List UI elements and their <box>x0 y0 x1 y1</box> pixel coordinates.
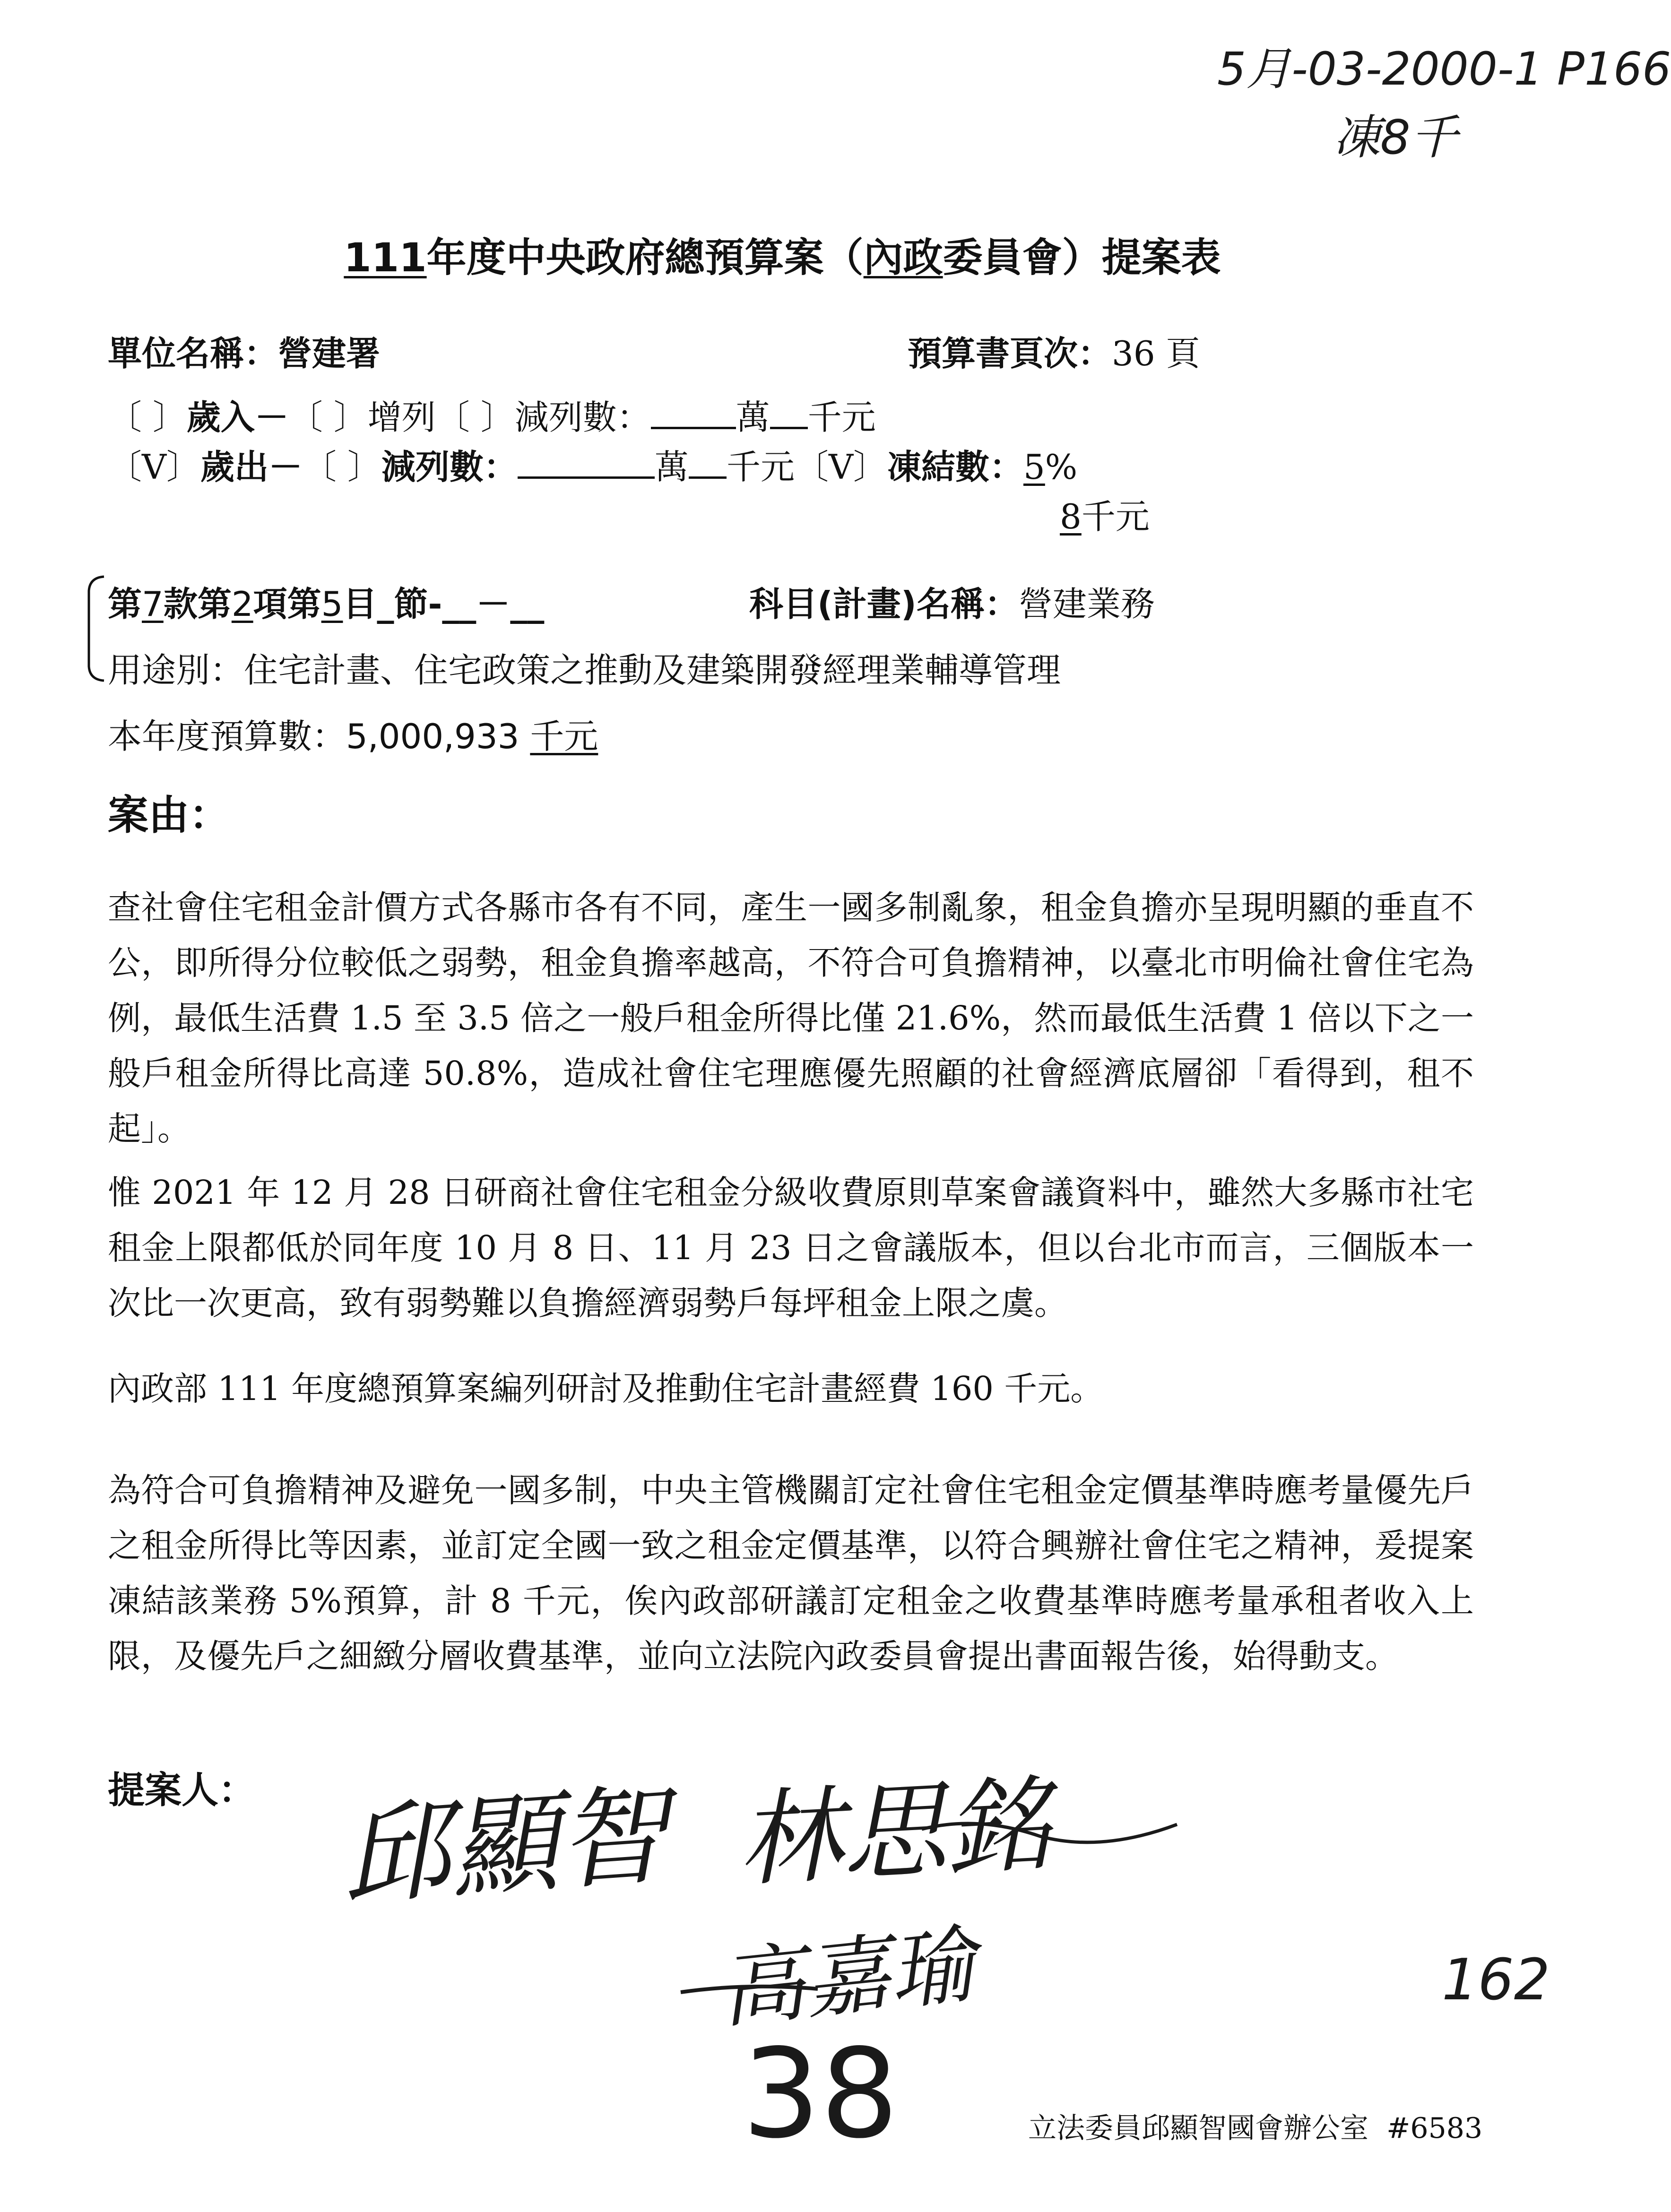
budget-value: 5,000,933 <box>346 717 519 756</box>
section-k4: 目_節-__－__ <box>343 584 545 624</box>
expense-qian-blank <box>689 446 727 479</box>
handwritten-page-number: 38 <box>742 2023 899 2166</box>
subject-label: 科目(計畫)名稱： <box>749 584 1019 624</box>
footer-office: 立法委員邱顯智國會辦公室 #6583 <box>1028 2112 1483 2145</box>
freeze-checkbox: 〔V〕 <box>794 447 887 487</box>
budget-label: 本年度預算數： <box>108 717 346 756</box>
section-bracket <box>80 572 109 685</box>
expense-label: 歲出－ <box>200 447 303 487</box>
purpose-value: 住宅計畫、住宅政策之推動及建築開發經理業輔導管理 <box>244 650 1061 690</box>
handwritten-mark: 162 <box>1442 1947 1550 2013</box>
section-k1: 第 <box>108 584 142 624</box>
expense-decrease-label: 減列數： <box>381 447 518 487</box>
revenue-increase-box: 〔 〕 <box>288 397 368 437</box>
revenue-decrease-label: 減列數： <box>514 397 651 437</box>
signature-1: 邱顯智 <box>337 1772 671 1921</box>
unit-label: 單位名稱： <box>108 334 278 373</box>
handwritten-reference: 5月-03-2000-1 P166 <box>1217 43 1671 95</box>
revenue-qian: 千元 <box>807 397 876 437</box>
expense-wan-blank <box>518 446 655 479</box>
reason-heading: 案由： <box>108 792 230 839</box>
revenue-qian-blank <box>770 396 808 429</box>
expense-line <box>108 440 1077 489</box>
title-committee: 內政 <box>863 234 943 281</box>
freeze-amount-unit: 千元 <box>1081 497 1150 536</box>
purpose-label: 用途別： <box>108 650 244 690</box>
page-title <box>0 226 1565 283</box>
freeze-percent-sign: % <box>1045 447 1078 487</box>
expense-decrease-box: 〔 〕 <box>303 447 381 487</box>
reason-paragraph-3: 內政部 111 年度總預算案編列研討及推動住宅計畫經費 160 千元。 <box>108 1369 1104 1408</box>
title-rest: 委員會）提案表 <box>943 234 1221 281</box>
handwritten-freeze-note: 凍8千 <box>1333 110 1458 165</box>
revenue-wan: 萬 <box>736 397 770 437</box>
budget-page-label: 預算書頁次： <box>908 334 1112 373</box>
freeze-label: 凍結數： <box>887 447 1023 487</box>
section-k2: 款第 <box>163 584 232 624</box>
budget-page-row <box>908 326 1200 375</box>
reason-paragraph-1: 查社會住宅租金計價方式各縣市各有不同，產生一國多制亂象，租金負擔亦呈現明顯的垂直不公，即所得分位較低之弱勢，租金負擔率越高，不符合可負擔精神，以臺北市明倫社會住宅為例，最低生活費 1.5 至 3.5 倍之一般戶租金所得比僅 21.6%，然而最低生活費 1 倍以下之一般戶租金所得比高達 50.8%，造成社會住宅理應優先照顧的社會經濟底層卻「看得到，租不起」。 <box>108 888 1474 1148</box>
subject-value: 營建業務 <box>1018 584 1155 624</box>
title-pre: 年度中央政府總預算案（ <box>426 234 864 281</box>
purpose-row <box>108 643 1061 692</box>
signature-2-flourish <box>922 1796 1186 1862</box>
freeze-percent: 5 <box>1023 447 1045 487</box>
section-k3: 項第 <box>253 584 321 624</box>
revenue-increase-label: 增列 <box>367 397 436 437</box>
signature-3: 高嘉瑜 <box>715 1915 979 2040</box>
freeze-amount-row <box>1060 489 1150 538</box>
freeze-amount: 8 <box>1060 497 1082 536</box>
subject-row <box>749 577 1155 626</box>
unit-name-row <box>108 326 380 375</box>
revenue-line <box>108 390 876 439</box>
expense-checkbox: 〔V〕 <box>108 447 200 487</box>
reason-paragraph-2: 惟 2021 年 12 月 28 日研商社會住宅租金分級收費原則草案會議資料中，雖然大多縣市社宅租金上限都低於同年度 10 月 8 日、11 月 23 日之會議版本，但以台北市而言，三個版本一次比一次更高，致有弱勢難以負擔經濟弱勢戶每坪租金上限之虞。 <box>108 1173 1474 1322</box>
section-row <box>108 577 544 626</box>
title-year: 111 <box>344 234 427 281</box>
unit-value: 營建署 <box>278 334 381 373</box>
revenue-checkbox: 〔 〕 <box>108 397 187 437</box>
revenue-decrease-box: 〔 〕 <box>435 397 515 437</box>
expense-wan: 萬 <box>654 447 689 487</box>
signature-3-stroke <box>681 1980 823 1999</box>
revenue-wan-blank <box>651 396 736 429</box>
budget-row <box>108 709 598 758</box>
budget-page-value: 36 頁 <box>1112 334 1200 373</box>
section-mu: 5 <box>321 584 343 624</box>
reason-paragraph-4: 為符合可負擔精神及避免一國多制，中央主管機關訂定社會住宅租金定價基準時應考量優先戶之租金所得比等因素，並訂定全國一致之租金定價基準，以符合興辦社會住宅之精神，爰提案凍結該業務 5%預算，計 8 千元，俟內政部研議訂定租金之收費基準時應考量承租者收入上限，及優先戶之細緻分層收費基準，並向立法院內政委員會提出書面報告後，始得動支。 <box>108 1471 1474 1676</box>
section-kuan: 7 <box>142 584 164 624</box>
revenue-label: 歲入－ <box>186 397 289 437</box>
expense-qian: 千元 <box>726 447 795 487</box>
proposer-label: 提案人： <box>108 1769 256 1812</box>
budget-unit: 千元 <box>530 717 598 756</box>
section-xiang: 2 <box>231 584 253 624</box>
signature-2: 林思銘 <box>735 1763 1053 1901</box>
